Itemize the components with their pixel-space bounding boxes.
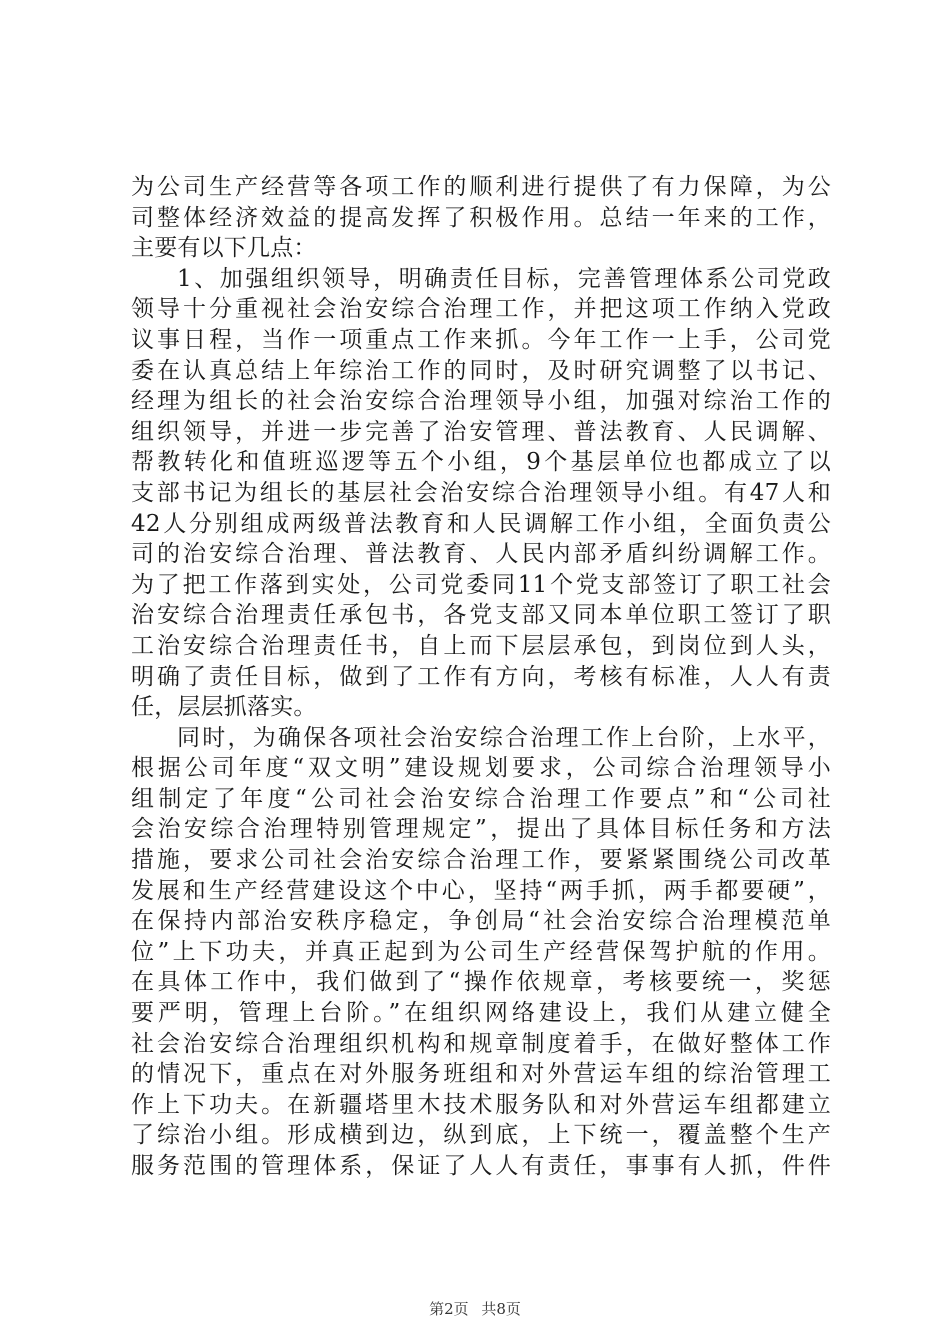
- text-line: 支部书记为组长的基层社会治安综合治理领导小组。有47人和: [131, 479, 831, 506]
- text-line: 经理为组长的社会治安综合治理领导小组，加强对综治工作的: [131, 388, 831, 415]
- text-line: 为公司生产经营等各项工作的顺利进行提供了有力保障，为公: [131, 174, 831, 200]
- text-line: 主要有以下几点：: [131, 235, 317, 262]
- text-line: 了综治小组。形成横到边，纵到底，上下统一，覆盖整个生产: [131, 1122, 831, 1149]
- text-line: 治安综合治理责任承包书，各党支部又同本单位职工签订了职: [131, 602, 831, 629]
- text-line: 位”上下功夫，并真正起到为公司生产经营保驾护航的作用。: [131, 938, 831, 965]
- page-number: 第2页: [429, 1300, 469, 1318]
- text-line: 根据公司年度“双文明”建设规划要求，公司综合治理领导小: [131, 755, 831, 782]
- text-line: 任，层层抓落实。: [131, 694, 317, 721]
- text-line: 发展和生产经营建设这个中心，坚持“两手抓，两手都要硬”，: [131, 877, 831, 904]
- text-line: 会治安综合治理特别管理规定”，提出了具体目标任务和方法: [131, 816, 831, 843]
- document-body: [131, 172, 831, 1182]
- text-line: 42人分别组成两级普法教育和人民调解工作小组，全面负责公: [131, 510, 831, 537]
- text-line: 司整体经济效益的提高发挥了积极作用。总结一年来的工作，: [131, 204, 831, 231]
- text-line: 同时，为确保各项社会治安综合治理工作上台阶，上水平，: [177, 724, 831, 751]
- text-line: 作上下功夫。在新疆塔里木技术服务队和对外营运车组都建立: [131, 1091, 831, 1118]
- text-line: 在具体工作中，我们做到了“操作依规章，考核要统一，奖惩: [131, 969, 831, 996]
- text-line: 帮教转化和值班巡逻等五个小组，9个基层单位也都成立了以: [131, 449, 831, 476]
- text-line: 社会治安综合治理组织机构和规章制度着手，在做好整体工作: [131, 1030, 831, 1057]
- text-line: 要严明，管理上台阶。”在组织网络建设上，我们从建立健全: [131, 1000, 831, 1027]
- text-line: 服务范围的管理体系，保证了人人有责任，事事有人抓，件件: [131, 1153, 831, 1179]
- text-line: 为了把工作落到实处，公司党委同11个党支部签订了职工社会: [131, 571, 831, 598]
- text-line: 司的治安综合治理、普法教育、人民内部矛盾纠纷调解工作。: [131, 541, 831, 568]
- text-line: 在保持内部治安秩序稳定，争创局“社会治安综合治理模范单: [131, 908, 831, 935]
- text-line: 的情况下，重点在对外服务班组和对外营运车组的综治管理工: [131, 1061, 831, 1088]
- text-line: 措施，要求公司社会治安综合治理工作，要紧紧围绕公司改革: [131, 847, 831, 874]
- text-line: 组织领导，并进一步完善了治安管理、普法教育、人民调解、: [131, 418, 831, 445]
- text-line: 组制定了年度“公司社会治安综合治理工作要点”和“公司社: [131, 785, 831, 812]
- text-line: 明确了责任目标，做到了工作有方向，考核有标准，人人有责: [131, 663, 831, 690]
- text-line: 委在认真总结上年综治工作的同时，及时研究调整了以书记、: [131, 357, 831, 384]
- text-line: 1、加强组织领导，明确责任目标，完善管理体系公司党政: [177, 265, 831, 292]
- text-line: 工治安综合治理责任书，自上而下层层承包，到岗位到人头，: [131, 632, 831, 659]
- page-total: 共8页: [481, 1300, 521, 1318]
- text-line: 领导十分重视社会治安综合治理工作，并把这项工作纳入党政: [131, 296, 831, 323]
- text-line: 议事日程，当作一项重点工作来抓。今年工作一上手，公司党: [131, 326, 831, 353]
- page-footer: [0, 1298, 950, 1319]
